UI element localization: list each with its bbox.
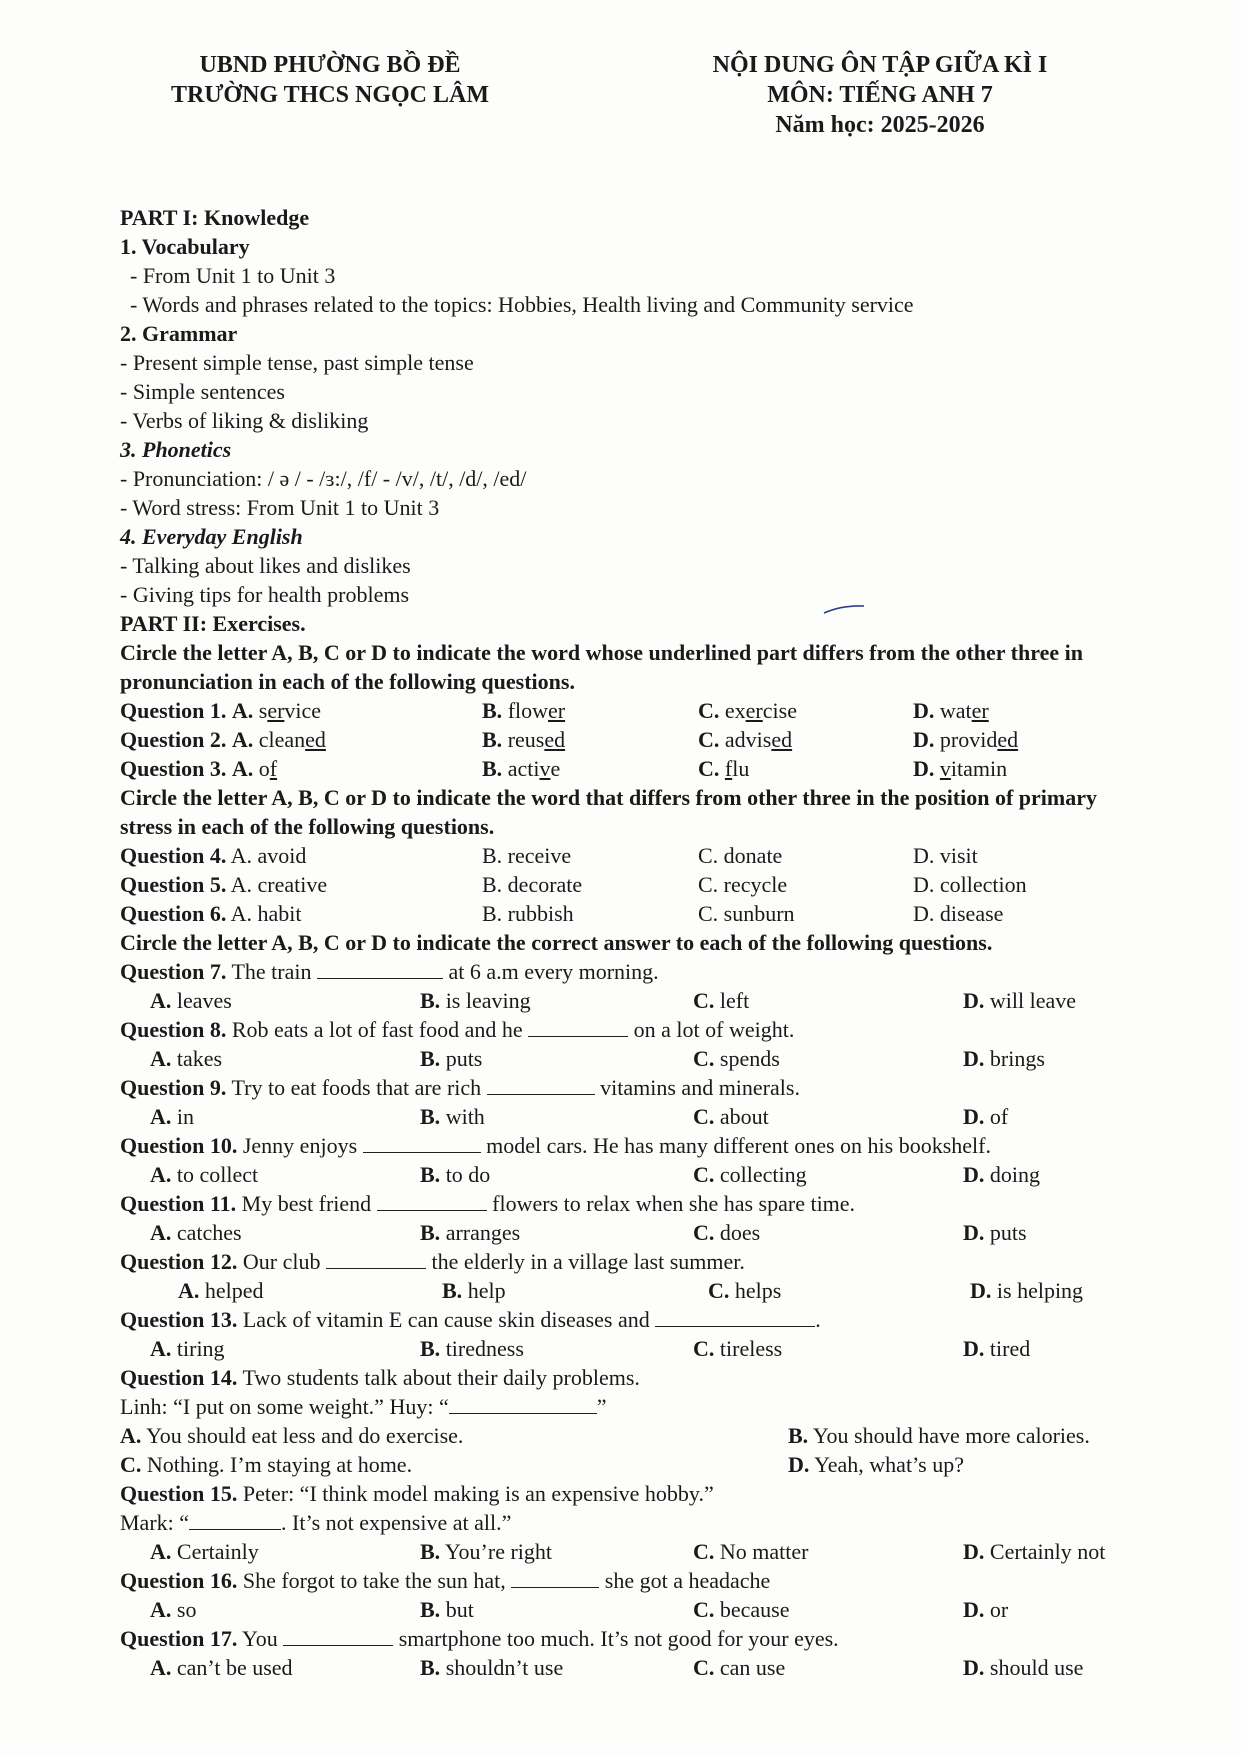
option-c[interactable]: C. left xyxy=(693,988,750,1013)
vocabulary-item: - Words and phrases related to the topics: Hobbies, Health living and Community service xyxy=(130,292,914,317)
school-name: TRƯỜNG THCS NGỌC LÂM xyxy=(170,82,490,108)
question-label: Question 16. xyxy=(120,1568,238,1593)
option-c[interactable]: C. Nothing. I’m staying at home. xyxy=(120,1452,413,1477)
option-b[interactable]: B. You’re right xyxy=(420,1539,553,1564)
option-a[interactable]: A. to collect xyxy=(150,1162,259,1187)
answer-options xyxy=(120,1450,1130,1479)
option-d[interactable]: D. puts xyxy=(963,1220,1027,1245)
answer-blank[interactable] xyxy=(511,1567,599,1588)
question-12: Question 12. Our club the elderly in a village last summer. xyxy=(120,1249,745,1274)
underlined-part: ed xyxy=(997,727,1019,752)
answer-blank[interactable] xyxy=(363,1132,481,1153)
option-c[interactable]: C. helps xyxy=(708,1278,782,1303)
option-d[interactable]: D. of xyxy=(963,1104,1009,1129)
option-c[interactable]: C. exercise xyxy=(698,698,797,723)
part1-title: PART I: Knowledge xyxy=(120,205,310,230)
vocabulary-item: - From Unit 1 to Unit 3 xyxy=(130,263,336,288)
option-b[interactable]: B. rubbish xyxy=(482,901,574,926)
option-d[interactable]: D. should use xyxy=(963,1655,1084,1680)
answer-options xyxy=(120,1102,1130,1131)
answer-blank[interactable] xyxy=(528,1016,628,1037)
option-d[interactable]: D. or xyxy=(963,1597,1009,1622)
grammar-item: - Present simple tense, past simple tense xyxy=(120,350,474,375)
multiple-choice-instruction: Circle the letter A, B, C or D to indicate the correct answer to each of the following questions. xyxy=(120,930,993,955)
question-label: Question 9. xyxy=(120,1075,227,1100)
option-a[interactable]: Question 2. A. cleaned xyxy=(120,727,326,752)
answer-blank[interactable] xyxy=(283,1625,393,1646)
question-label: Question 13. xyxy=(120,1307,238,1332)
option-a[interactable]: Question 5. A. creative xyxy=(120,872,328,897)
underlined-part: ed xyxy=(771,727,793,752)
answer-options xyxy=(120,1537,1130,1566)
option-b[interactable]: B. flower xyxy=(482,698,566,723)
option-d[interactable]: D. collection xyxy=(913,872,1027,897)
underlined-part: f xyxy=(269,756,278,781)
question-1 xyxy=(120,696,1130,725)
option-b[interactable]: B. active xyxy=(482,756,561,781)
option-b[interactable]: B. is leaving xyxy=(420,988,531,1013)
answer-blank[interactable] xyxy=(326,1248,426,1269)
option-c[interactable]: C. can use xyxy=(693,1655,786,1680)
question-label: Question 3. xyxy=(120,756,227,781)
question-5 xyxy=(120,870,1130,899)
option-a[interactable]: A. Certainly xyxy=(150,1539,259,1564)
option-d[interactable]: D. brings xyxy=(963,1046,1045,1071)
option-a[interactable]: A. so xyxy=(150,1597,197,1622)
option-c[interactable]: C. collecting xyxy=(693,1162,807,1187)
answer-blank[interactable] xyxy=(655,1306,815,1327)
question-label: Question 1. xyxy=(120,698,227,723)
question-13: Question 13. Lack of vitamin E can cause skin diseases and . xyxy=(120,1307,821,1332)
answer-blank[interactable] xyxy=(487,1074,595,1095)
exam-header xyxy=(640,50,1120,140)
option-c[interactable]: C. flu xyxy=(698,756,750,781)
underlined-part: er xyxy=(267,698,285,723)
question-label: Question 12. xyxy=(120,1249,238,1274)
option-a[interactable]: A. leaves xyxy=(150,988,232,1013)
answer-blank[interactable] xyxy=(377,1190,487,1211)
school-header xyxy=(110,50,550,110)
answer-options xyxy=(120,986,1130,1015)
question-7: Question 7. The train at 6 a.m every morning. xyxy=(120,959,659,984)
question-label: Question 10. xyxy=(120,1133,238,1158)
option-c[interactable]: C. recycle xyxy=(698,872,788,897)
underlined-part: er xyxy=(548,698,566,723)
option-b[interactable]: B. to do xyxy=(420,1162,491,1187)
question-2 xyxy=(120,725,1130,754)
question-6 xyxy=(120,899,1130,928)
option-a[interactable]: A. takes xyxy=(150,1046,223,1071)
question-16: Question 16. She forgot to take the sun hat, she got a headache xyxy=(120,1568,771,1593)
question-17: Question 17. You smartphone too much. It’s not good for your eyes. xyxy=(120,1626,839,1651)
option-b[interactable]: B. receive xyxy=(482,843,572,868)
option-a[interactable]: Question 6. A. habit xyxy=(120,901,302,926)
underlined-part: er xyxy=(971,698,989,723)
question-3 xyxy=(120,754,1130,783)
dialogue-line: Linh: “I put on some weight.” Huy: “ ” xyxy=(120,1394,607,1419)
underlined-part: v xyxy=(539,756,551,781)
option-c[interactable]: C. does xyxy=(693,1220,761,1245)
answer-blank[interactable] xyxy=(449,1393,597,1414)
question-11: Question 11. My best friend flowers to relax when she has spare time. xyxy=(120,1191,856,1216)
option-d[interactable]: D. will leave xyxy=(963,988,1077,1013)
option-a[interactable]: A. tiring xyxy=(150,1336,225,1361)
underlined-part: ed xyxy=(544,727,566,752)
answer-options xyxy=(120,1160,1130,1189)
option-a[interactable]: Question 1. A. service xyxy=(120,698,322,723)
part2-title: PART II: Exercises. xyxy=(120,611,306,636)
grammar-title: 2. Grammar xyxy=(120,321,238,346)
pronunciation-instruction: Circle the letter A, B, C or D to indicate the word whose underlined part differs from the other three in pronunciation in each of the following questions. xyxy=(120,640,1083,694)
option-a[interactable]: A. in xyxy=(150,1104,195,1129)
option-c[interactable]: C. No matter xyxy=(693,1539,809,1564)
option-c[interactable]: C. sunburn xyxy=(698,901,795,926)
document-body xyxy=(120,203,1130,1682)
answer-options xyxy=(120,1653,1130,1682)
option-b[interactable]: B. but xyxy=(420,1597,474,1622)
question-8: Question 8. Rob eats a lot of fast food and he on a lot of weight. xyxy=(120,1017,795,1042)
answer-options xyxy=(120,1334,1130,1363)
option-a[interactable]: Question 4. A. avoid xyxy=(120,843,307,868)
question-14: Question 14. Two students talk about their daily problems. xyxy=(120,1365,640,1390)
option-a[interactable]: A. helped xyxy=(178,1278,264,1303)
stress-questions xyxy=(120,841,1130,928)
question-9: Question 9. Try to eat foods that are rich vitamins and minerals. xyxy=(120,1075,800,1100)
underlined-part: v xyxy=(939,756,951,781)
option-c[interactable]: C. about xyxy=(693,1104,769,1129)
option-c[interactable]: C. advised xyxy=(698,727,793,752)
phonetics-item: - Word stress: From Unit 1 to Unit 3 xyxy=(120,495,440,520)
question-label: Question 17. xyxy=(120,1626,238,1651)
everyday-english-title: 4. Everyday English xyxy=(120,524,303,549)
question-label: Question 8. xyxy=(120,1017,227,1042)
school-year: Năm học: 2025-2026 xyxy=(775,112,985,138)
underlined-part: ed xyxy=(305,727,326,752)
vocabulary-title: 1. Vocabulary xyxy=(120,234,250,259)
option-c[interactable]: C. because xyxy=(693,1597,790,1622)
option-b[interactable]: B. with xyxy=(420,1104,485,1129)
everyday-english-item: - Giving tips for health problems xyxy=(120,582,410,607)
answer-blank[interactable] xyxy=(189,1509,281,1530)
underlined-part: er xyxy=(745,698,763,723)
option-b[interactable]: B. help xyxy=(442,1278,506,1303)
option-a[interactable]: A. You should eat less and do exercise. xyxy=(120,1423,464,1448)
option-d[interactable]: D. water xyxy=(913,698,989,723)
ward-name: UBND PHƯỜNG BỒ ĐỀ xyxy=(199,52,461,78)
answer-options xyxy=(120,1218,1130,1247)
option-b[interactable]: B. puts xyxy=(420,1046,483,1071)
option-d[interactable]: D. tired xyxy=(963,1336,1031,1361)
answer-options xyxy=(120,1276,1130,1305)
option-a[interactable]: A. catches xyxy=(150,1220,242,1245)
option-c[interactable]: C. tireless xyxy=(693,1336,783,1361)
option-d[interactable]: D. visit xyxy=(913,843,978,868)
answer-blank[interactable] xyxy=(317,958,443,979)
stress-instruction: Circle the letter A, B, C or D to indicate the word that differs from other three in the position of primary stress in each of the following questions. xyxy=(120,785,1098,839)
underlined-part: f xyxy=(724,756,733,781)
answer-options xyxy=(120,1044,1130,1073)
question-15: Question 15. Peter: “I think model making is an expensive hobby.” xyxy=(120,1481,714,1506)
option-d[interactable]: D. vitamin xyxy=(913,756,1008,781)
option-a[interactable]: A. can’t be used xyxy=(150,1655,293,1680)
option-c[interactable]: C. spends xyxy=(693,1046,780,1071)
subject: MÔN: TIẾNG ANH 7 xyxy=(767,82,993,108)
question-label: Question 2. xyxy=(120,727,227,752)
option-d[interactable]: D. Yeah, what’s up? xyxy=(788,1452,964,1477)
option-b[interactable]: B. tiredness xyxy=(420,1336,524,1361)
grammar-item: - Verbs of liking & disliking xyxy=(120,408,369,433)
question-label: Question 5. xyxy=(120,872,227,897)
option-b[interactable]: B. decorate xyxy=(482,872,583,897)
option-d[interactable]: D. Certainly not xyxy=(963,1539,1106,1564)
question-label: Question 7. xyxy=(120,959,227,984)
option-d[interactable]: D. doing xyxy=(963,1162,1041,1187)
everyday-english-item: - Talking about likes and dislikes xyxy=(120,553,411,578)
question-label: Question 6. xyxy=(120,901,227,926)
phonetics-title: 3. Phonetics xyxy=(120,437,232,462)
question-4 xyxy=(120,841,1130,870)
grammar-item: - Simple sentences xyxy=(120,379,285,404)
option-b[interactable]: B. arranges xyxy=(420,1220,521,1245)
option-d[interactable]: D. disease xyxy=(913,901,1004,926)
option-a[interactable]: Question 3. A. of xyxy=(120,756,278,781)
option-d[interactable]: D. provided xyxy=(913,727,1019,752)
option-b[interactable]: B. reused xyxy=(482,727,566,752)
question-label: Question 11. xyxy=(120,1191,237,1216)
question-label: Question 4. xyxy=(120,843,227,868)
option-d[interactable]: D. is helping xyxy=(970,1278,1084,1303)
phonetics-item: - Pronunciation: / ə / - /ɜ:/, /f/ - /v/, /t/, /d/, /ed/ xyxy=(120,466,527,491)
question-label: Question 14. xyxy=(120,1365,238,1390)
option-b[interactable]: B. shouldn’t use xyxy=(420,1655,564,1680)
answer-options xyxy=(120,1595,1130,1624)
pronunciation-questions xyxy=(120,696,1130,783)
answer-options xyxy=(120,1421,1130,1450)
option-b[interactable]: B. You should have more calories. xyxy=(788,1423,1090,1448)
question-label: Question 15. xyxy=(120,1481,238,1506)
question-10: Question 10. Jenny enjoys model cars. He has many different ones on his bookshelf. xyxy=(120,1133,991,1158)
option-c[interactable]: C. donate xyxy=(698,843,783,868)
exam-title: NỘI DUNG ÔN TẬP GIỮA KÌ I xyxy=(712,52,1048,78)
dialogue-line: Mark: “ . It’s not expensive at all.” xyxy=(120,1510,512,1535)
